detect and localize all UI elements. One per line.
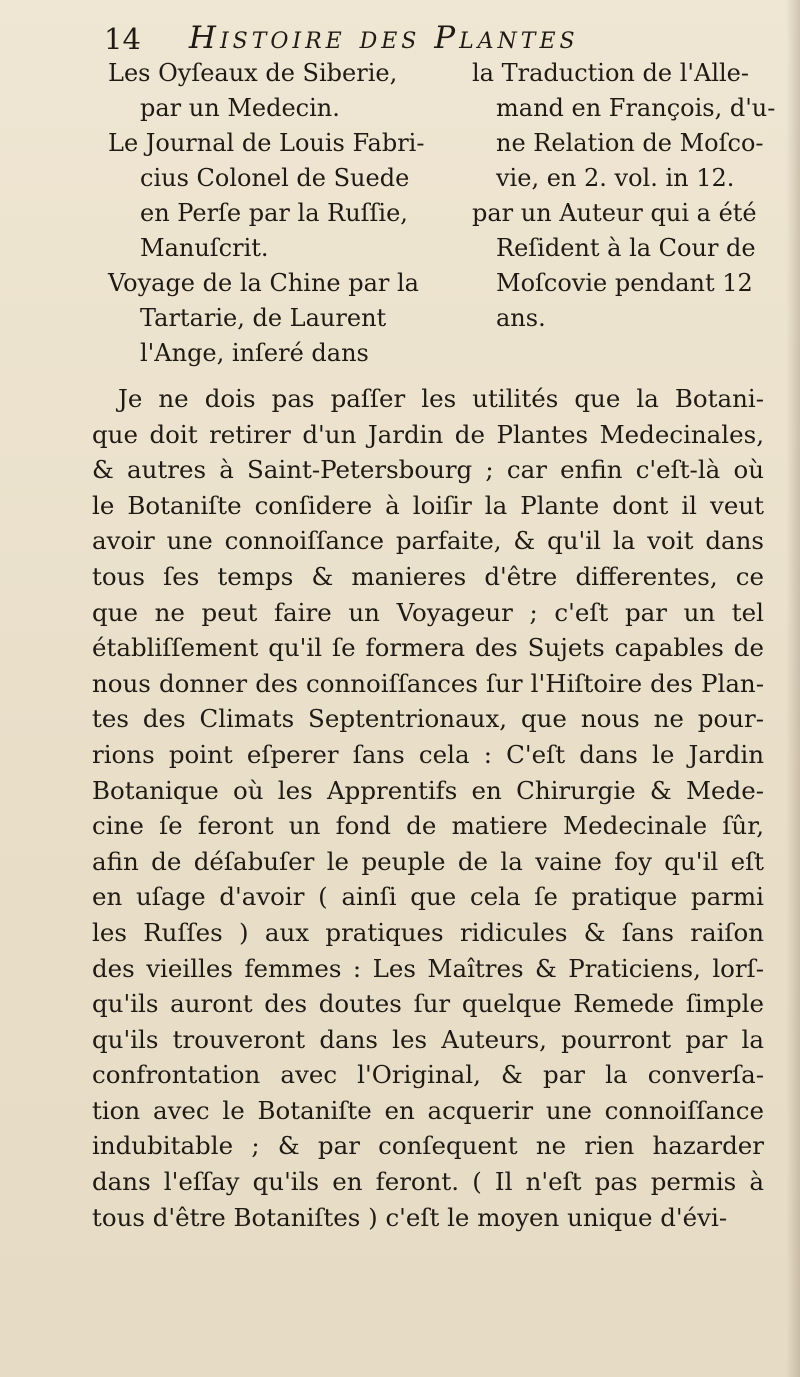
body-line: que doit retirer d'un Jardin de Plantes Medecinales, <box>92 419 764 449</box>
body-line: confrontation avec l'Original, & par la converſa- <box>92 1060 764 1090</box>
body-line: qu'ils trouveront dans les Auteurs, pourront par la <box>92 1024 764 1054</box>
body-line: Je ne dois pas paſſer les utilités que la Botani- <box>118 384 764 413</box>
body-line: dans l'eſſay qu'ils en feront. ( Il n'eſt pas permis à <box>92 1167 764 1197</box>
bibliography-line: vie, en 2. vol. in 12. <box>496 164 735 192</box>
bibliography-entry: Voyage de la Chine par la Tartarie, de Laurent l'Ange, inſeré dans <box>108 269 419 367</box>
body-line: tous d'être Botaniſtes ) c'eſt le moyen unique d'évi- <box>92 1202 728 1232</box>
body-line: que ne peut faire un Voyageur ; c'eſt par un tel <box>92 597 764 627</box>
body-line: & autres à Saint-Petersbourg ; car enfin c'eſt-là où <box>92 455 764 485</box>
body-line: qu'ils auront des doutes ſur quelque Remede ſimple <box>92 989 764 1019</box>
bibliography-line: mand en François, d'u- <box>496 94 776 122</box>
running-title: Histoire des Plantes <box>188 20 579 56</box>
body-line: rions point eſperer ſans cela : C'eſt dans le Jardin <box>92 739 764 769</box>
body-line: en uſage d'avoir ( ainſi que cela ſe pratique parmi <box>92 882 764 912</box>
bibliography-columns <box>108 56 776 367</box>
body-line: le Botaniſte conſidere à loiſir la Plante dont il veut <box>92 490 764 520</box>
bibliography-entry: Les Oyſeaux de Siberie, par un Medecin. <box>108 59 398 122</box>
body-line: établiſſement qu'il ſe formera des Sujets capables de <box>92 633 764 663</box>
body-line: des vieilles femmes : Les Maîtres & Praticiens, lorſ- <box>92 953 764 983</box>
bibliography-line: par un Auteur qui a été <box>472 199 757 227</box>
bibliography-entry: Le Journal de Louis Fabri- cius Colonel de Suede en Perſe par la Ruſſie, Manuſcrit. <box>108 129 425 262</box>
body-line: Botanique où les Apprentifs en Chirurgie & Mede- <box>92 775 764 805</box>
bibliography-line: ans. <box>496 304 546 332</box>
bibliography-line: Reſident à la Cour de <box>496 234 756 262</box>
bibliography-left-column <box>108 56 448 371</box>
body-line: les Ruſſes ) aux pratiques ridicules & ſans raiſon <box>92 917 764 947</box>
bibliography-right-column <box>472 56 776 336</box>
body-line: tes des Climats Septentrionaux, que nous ne pour- <box>92 704 764 734</box>
body-paragraph <box>92 381 764 1235</box>
body-line: avoir une connoiſſance parfaite, & qu'il la voit dans <box>92 526 764 556</box>
bibliography-line: ne Relation de Moſco- <box>496 129 764 157</box>
body-line: indubitable ; & par conſequent ne rien hazarder <box>92 1131 764 1161</box>
bibliography-line: la Traduction de l'Alle- <box>472 59 749 87</box>
page-number: 14 <box>104 22 141 56</box>
bibliography-line: Moſcovie pendant 12 <box>496 269 753 297</box>
body-line: cine ſe feront un fond de matiere Medecinale ſûr, <box>92 811 764 841</box>
page-edge-shadow <box>786 0 800 1377</box>
body-line: afin de déſabuſer le peuple de la vaine foy qu'il eſt <box>92 846 764 876</box>
body-line: nous donner des connoiſſances ſur l'Hiſtoire des Plan- <box>92 668 764 698</box>
page-header <box>104 16 704 56</box>
body-line: tion avec le Botaniſte en acquerir une connoiſſance <box>92 1095 764 1125</box>
body-line: tous ſes temps & manieres d'être differentes, ce <box>92 561 764 591</box>
